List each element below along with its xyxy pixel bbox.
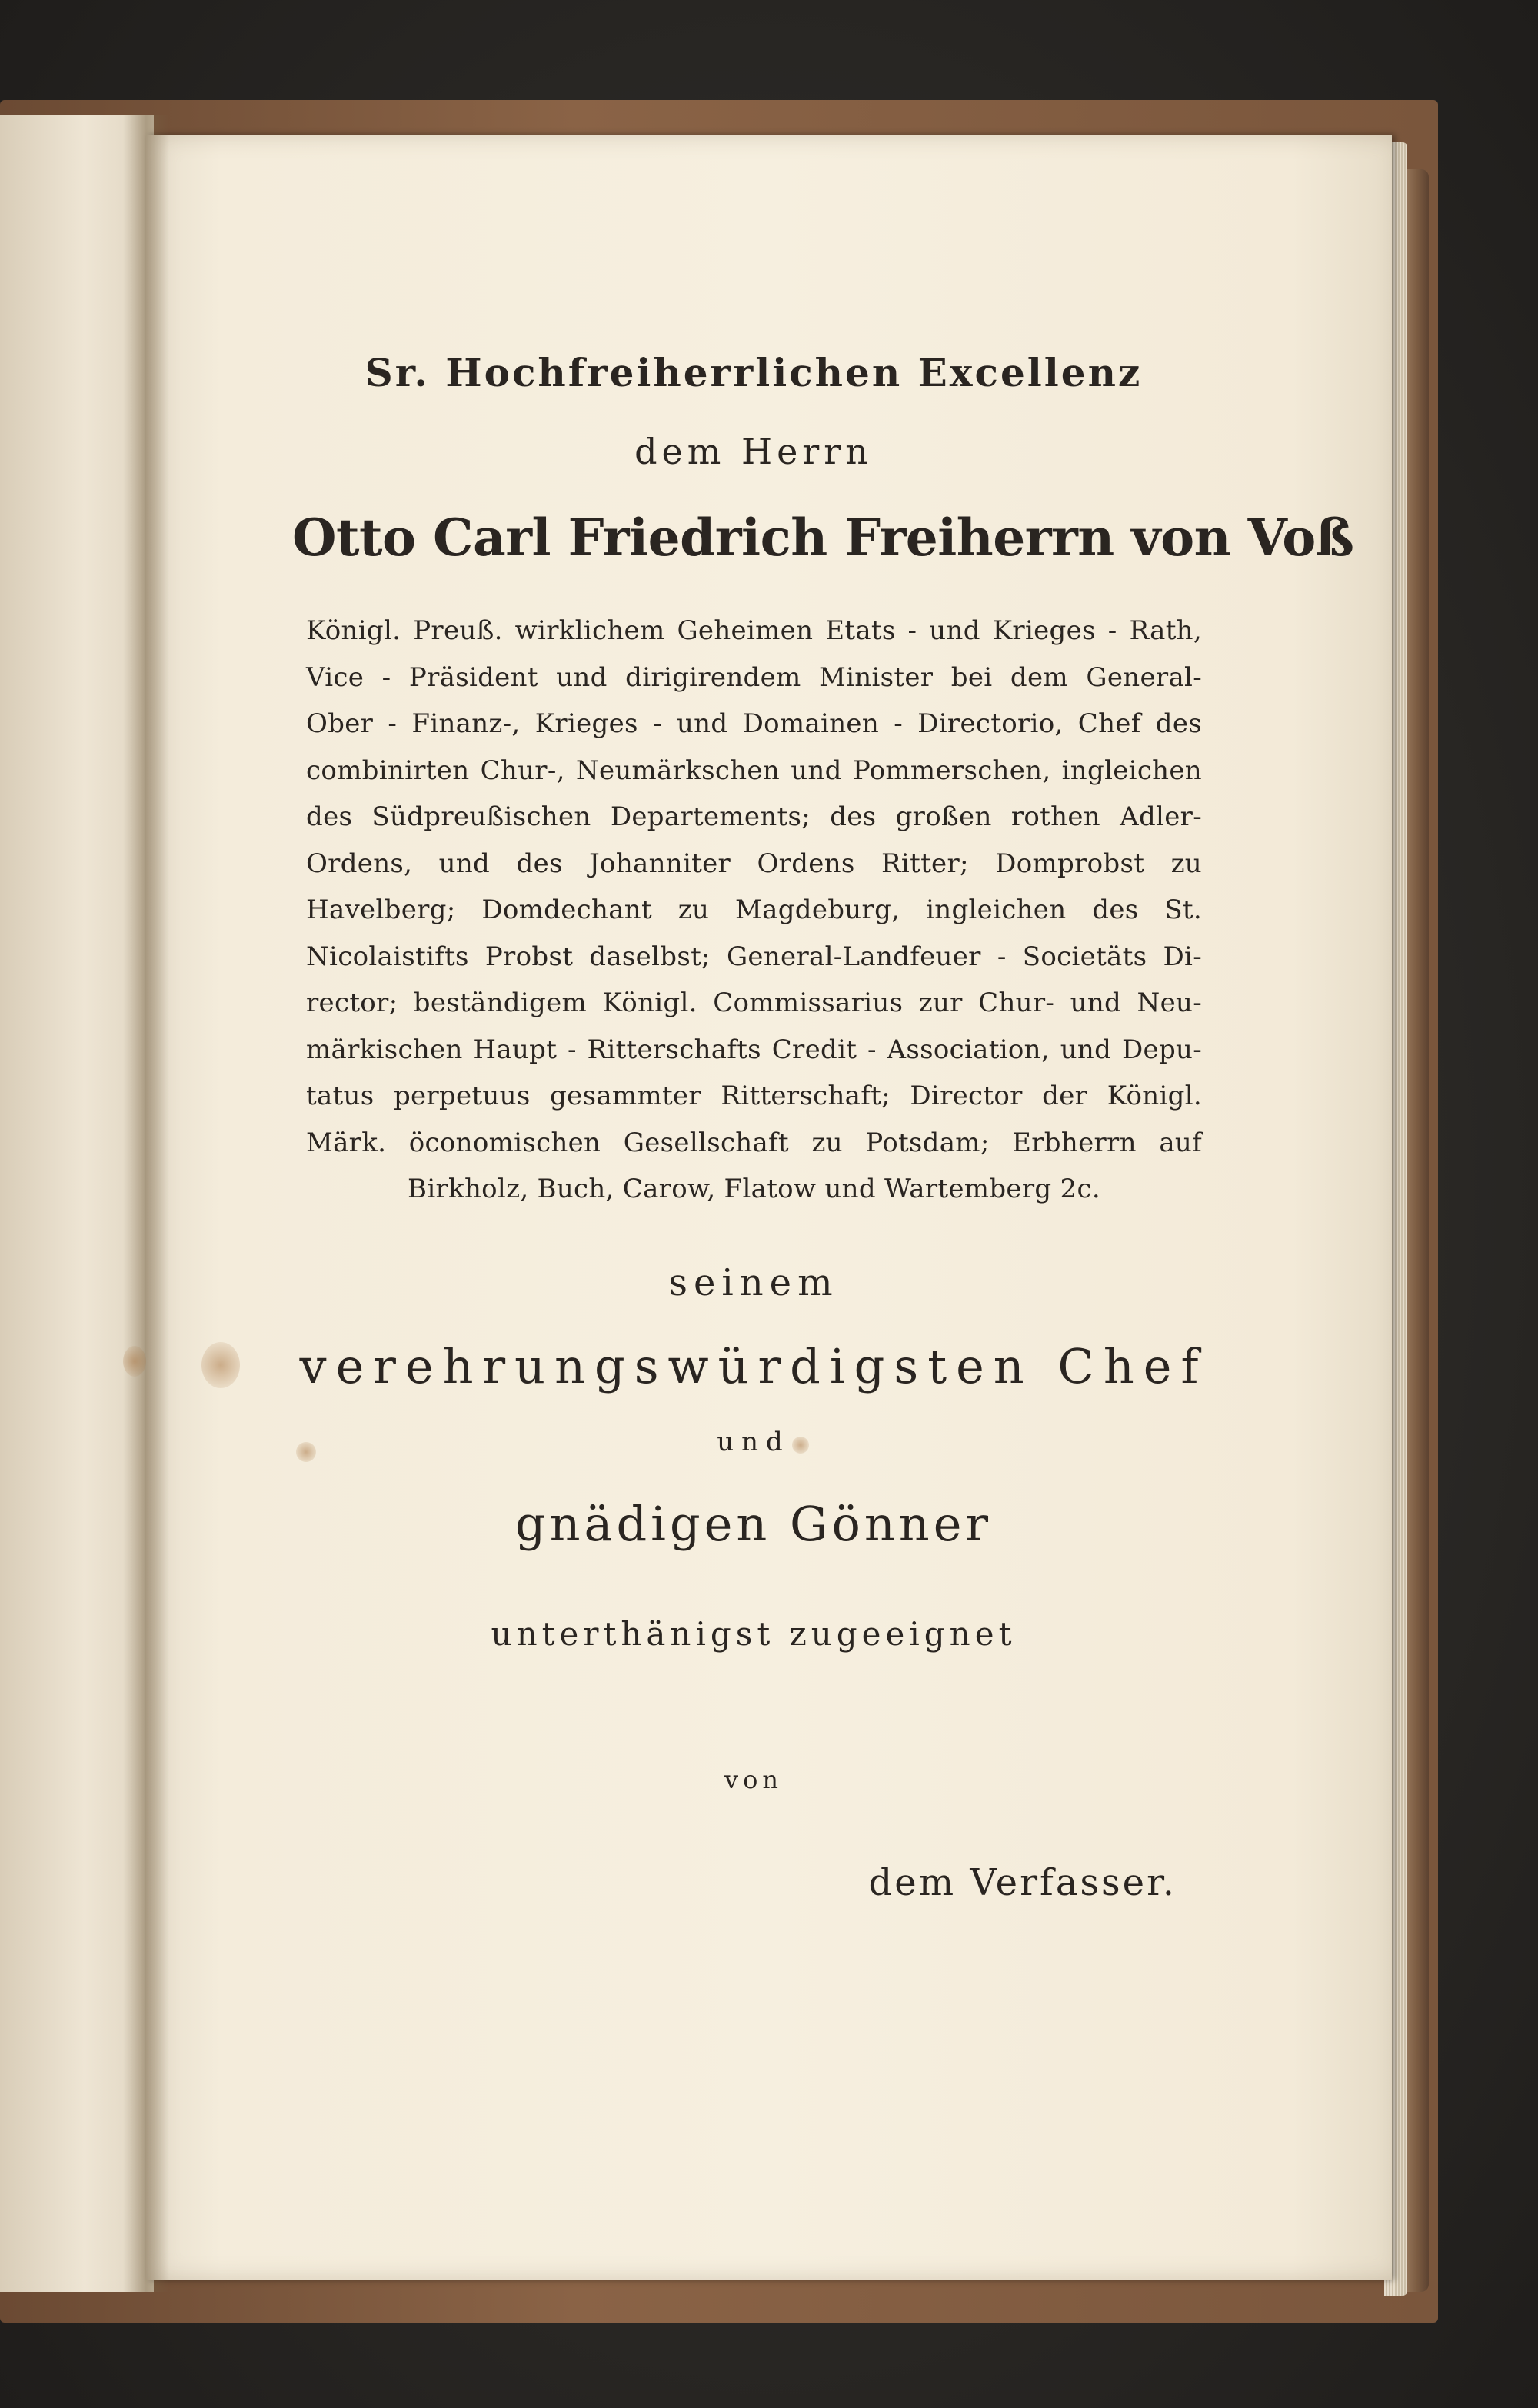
und: und: [717, 1427, 791, 1457]
titles-line: Ordens, und des Johanniter Ordens Ritter; Domprobst zu: [306, 848, 1202, 879]
book-gutter: [123, 115, 169, 2292]
titles-line: rector; beständigem Königl. Commissarius zur Chur- und Neu-: [306, 988, 1202, 1018]
titles-line: des Südpreußischen Departements; des großen rothen Adler-: [306, 801, 1202, 832]
titles-line: Birkholz, Buch, Carow, Flatow und Wartemberg 2c.: [408, 1174, 1100, 1204]
chef-line: verehrungswürdigsten Chef: [299, 1338, 1208, 1394]
titles-line: Nicolaistifts Probst daselbst; General-Landfeuer - Societäts Di-: [306, 941, 1202, 972]
seinem: seinem: [668, 1261, 839, 1304]
zugeeignet-line: unterthänigst zugeeignet: [491, 1615, 1017, 1653]
foxing-spot: [123, 1346, 146, 1377]
titles-line: tatus perpetuus gesammter Ritterschaft; Director der Königl.: [306, 1081, 1202, 1111]
titles-line: Märk. öconomischen Gesellschaft zu Potsdam; Erbherrn auf: [306, 1127, 1202, 1158]
dem-herrn: dem Herrn: [634, 431, 873, 472]
titles-line: Ober - Finanz-, Krieges - und Domainen - Directorio, Chef des: [306, 708, 1202, 739]
von: von: [724, 1765, 783, 1794]
titles-line: combinirten Chur-, Neumärkschen und Pommerschen, ingleichen: [306, 754, 1202, 786]
author-signature: dem Verfasser.: [868, 1861, 1177, 1904]
foxing-spot: [201, 1342, 240, 1388]
titles-line: märkischen Haupt - Ritterschafts Credit - Association, und Depu-: [306, 1034, 1202, 1065]
titles-line: Vice - Präsident und dirigirendem Minister bei dem General-: [306, 661, 1202, 693]
titles-block: [306, 608, 1202, 1213]
titles-line: Königl. Preuß. wirklichem Geheimen Etats - und Krieges - Rath,: [306, 615, 1202, 646]
titles-line: Havelberg; Domdechant zu Magdeburg, ingleichen des St.: [306, 894, 1202, 925]
dedicatee-name: Otto Carl Friedrich Freiherrn von Voß: [292, 508, 1354, 568]
salutation: Sr. Hochfreiherrlichen Excellenz: [365, 350, 1143, 395]
goenner-line: gnädigen Gönner: [514, 1496, 993, 1552]
